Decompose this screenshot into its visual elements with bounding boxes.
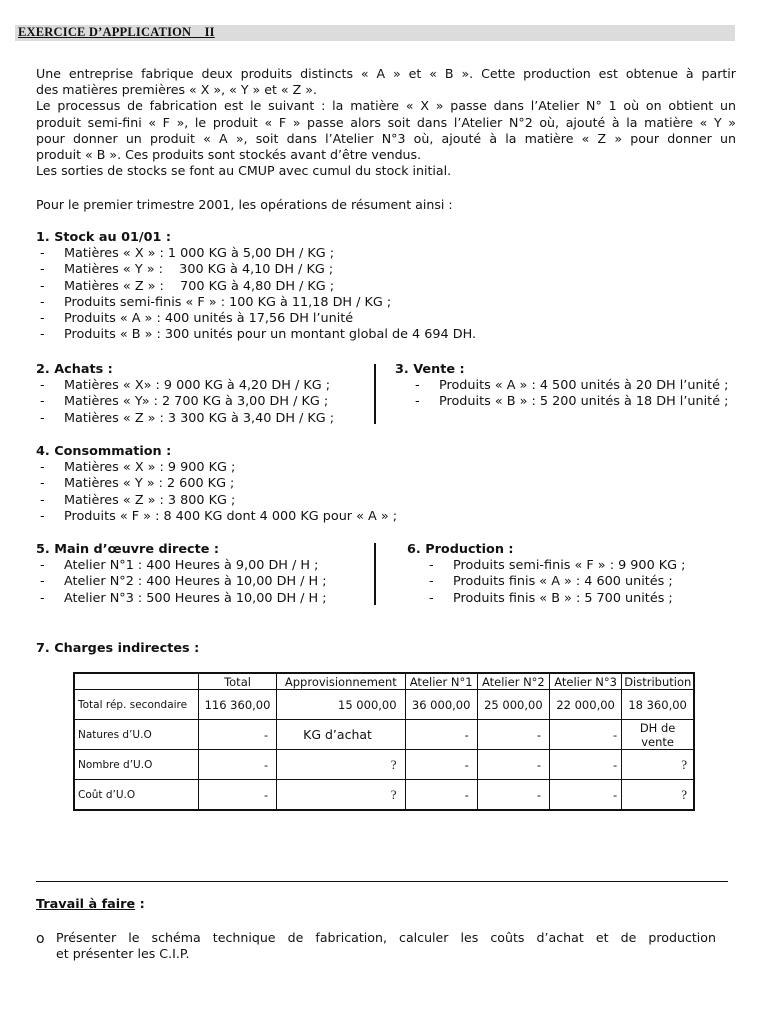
table-cell: 36 000,00 (405, 690, 477, 720)
section-title: 1. Stock au 01/01 : (36, 230, 171, 245)
list-item: - Produits « A » : 4 500 unités à 20 DH l’unité ; (415, 378, 729, 394)
section-stock (36, 230, 476, 343)
dash-marker: - (40, 246, 45, 262)
table-row (74, 750, 694, 780)
list-item: - Matières « Y » : 300 KG à 4,10 DH / KG ; (40, 262, 334, 278)
section-title: 2. Achats : (36, 362, 113, 377)
table-cell: 116 360,00 (198, 690, 276, 720)
dash-marker: - (40, 492, 45, 508)
dash-marker: - (40, 476, 45, 492)
section-main-oeuvre (36, 542, 327, 607)
dash-marker: - (40, 378, 45, 394)
dash-marker: - (40, 410, 45, 426)
table-cell: - (405, 750, 477, 780)
table-cell: 18 360,00 (622, 690, 694, 720)
dash-marker: - (40, 590, 45, 606)
list-item: - Matières « X » : 9 900 KG ; (40, 460, 236, 476)
section-title: 3. Vente : (395, 362, 465, 377)
table-cell: - (198, 780, 276, 811)
table-cell: - (477, 720, 549, 750)
task-line: Présenter le schéma technique de fabrication, calculer les coûts d’achat et de production (56, 930, 716, 945)
exercise-title: EXERCICE D’APPLICATION II (18, 25, 215, 39)
list-item: - Produits finis « B » : 5 700 unités ; (429, 590, 673, 606)
list-item: - Matières « Z » : 3 800 KG ; (40, 492, 236, 508)
table-cell: - (477, 780, 549, 811)
column-divider (374, 543, 376, 605)
intro-line: pour donner un produit « A », soit dans l’Atelier N°3 où, ajouté à la matière « Z » pour donner un (36, 130, 736, 146)
list-item: - Atelier N°2 : 400 Heures à 10,00 DH / H ; (40, 574, 327, 590)
table-cell: - (549, 780, 621, 811)
dash-marker: - (415, 378, 420, 394)
dash-marker: - (40, 327, 45, 343)
dash-marker: - (40, 294, 45, 310)
row-label: Natures d’U.O (74, 720, 198, 750)
dash-marker: - (40, 394, 45, 410)
table-cell: 25 000,00 (477, 690, 549, 720)
period-line: Pour le premier trimestre 2001, les opérations de résument ainsi : (36, 197, 453, 212)
table-cell: - (198, 720, 276, 750)
table-cell: DH de vente (622, 720, 694, 750)
table-cell: ? (277, 780, 405, 811)
dash-marker: - (429, 590, 434, 606)
dash-marker: - (40, 311, 45, 327)
dash-marker: - (40, 558, 45, 574)
intro-paragraph (36, 66, 736, 179)
section-title: 6. Production : (407, 542, 514, 557)
section-achats (36, 362, 334, 427)
list-item: - Atelier N°1 : 400 Heures à 9,00 DH / H ; (40, 558, 319, 574)
table-header-row (74, 673, 694, 690)
intro-line: Une entreprise fabrique deux produits distincts « A » et « B ». Cette production est obtenue à partir (36, 66, 736, 81)
task-heading: Travail à faire : (36, 897, 145, 912)
section-consommation (36, 444, 397, 525)
dash-marker: - (429, 558, 434, 574)
task-line: et présenter les C.I.P. (56, 946, 190, 961)
task-description (56, 930, 716, 962)
charges-table (73, 672, 695, 811)
exercise-banner (15, 25, 735, 41)
dash-marker: - (40, 460, 45, 476)
intro-line: Le processus de fabrication est le suivant : la matière « X » passe dans l’Atelier N° 1 où on obtient un (36, 98, 736, 114)
table-row (74, 690, 694, 720)
section-title: 5. Main d’œuvre directe : (36, 542, 219, 557)
table-header: Atelier N°1 (405, 673, 477, 690)
bullet-icon: o (36, 931, 45, 947)
table-header: Total (198, 673, 276, 690)
section-title: 4. Consommation : (36, 444, 172, 459)
table-header: Approvisionnement (277, 673, 405, 690)
table-cell: - (405, 780, 477, 811)
period-paragraph (36, 197, 736, 213)
list-item: - Matières « X » : 1 000 KG à 5,00 DH / KG ; (40, 246, 335, 262)
table-header: Atelier N°2 (477, 673, 549, 690)
list-item: - Produits finis « A » : 4 600 unités ; (429, 574, 673, 590)
table-row (74, 780, 694, 811)
list-item: - Matières « Y» : 2 700 KG à 3,00 DH / KG ; (40, 394, 329, 410)
section-divider (36, 881, 728, 882)
section-title: 7. Charges indirectes : (36, 641, 200, 656)
table-cell: 22 000,00 (549, 690, 621, 720)
list-item: - Produits « F » : 8 400 KG dont 4 000 KG pour « A » ; (40, 508, 398, 524)
table-cell: - (549, 750, 621, 780)
intro-line: Les sorties de stocks se font au CMUP avec cumul du stock initial. (36, 163, 452, 179)
list-item: - Matières « Y » : 2 600 KG ; (40, 476, 235, 492)
table-cell: ? (622, 780, 694, 811)
list-item: - Atelier N°3 : 500 Heures à 10,00 DH / H ; (40, 590, 327, 606)
section-charges-indirectes (36, 641, 199, 657)
dash-marker: - (40, 262, 45, 278)
dash-marker: - (40, 278, 45, 294)
row-label: Coût d’U.O (74, 780, 198, 811)
list-item: - Matières « X» : 9 000 KG à 4,20 DH / KG ; (40, 378, 331, 394)
table-cell: ? (622, 750, 694, 780)
dash-marker: - (40, 508, 45, 524)
table-row (74, 720, 694, 750)
table-header: Atelier N°3 (549, 673, 621, 690)
table-cell: ? (277, 750, 405, 780)
intro-line: produit semi-fini « F », le produit « F » passe alors soit dans l’Atelier N°2 où, ajouté à la matière « Y » (36, 114, 736, 130)
list-item: - Matières « Z » : 700 KG à 4,80 DH / KG ; (40, 278, 335, 294)
list-item: - Produits « B » : 300 unités pour un montant global de 4 694 DH. (40, 327, 477, 343)
table-cell: 15 000,00 (277, 690, 405, 720)
table-cell: - (405, 720, 477, 750)
table-cell: - (198, 750, 276, 780)
section-vente (395, 362, 728, 411)
dash-marker: - (429, 574, 434, 590)
intro-line: produit « B ». Ces produits sont stockés avant d’être vendus. (36, 147, 422, 163)
list-item: - Produits semi-finis « F » : 100 KG à 11,18 DH / KG ; (40, 294, 392, 310)
table-cell: KG d’achat (277, 720, 405, 750)
row-label: Total rép. secondaire (74, 690, 198, 720)
table-cell: - (549, 720, 621, 750)
intro-line: des matières premières « X », « Y » et « Z ». (36, 82, 317, 98)
list-item: - Produits « B » : 5 200 unités à 18 DH l’unité ; (415, 394, 729, 410)
column-divider (374, 364, 376, 424)
list-item: - Matières « Z » : 3 300 KG à 3,40 DH / KG ; (40, 410, 335, 426)
dash-marker: - (40, 574, 45, 590)
list-item: - Produits semi-finis « F » : 9 900 KG ; (429, 558, 686, 574)
table-cell: - (477, 750, 549, 780)
list-item: - Produits « A » : 400 unités à 17,56 DH l’unité (40, 311, 354, 327)
table-header: Distribution (622, 673, 694, 690)
section-production (407, 542, 685, 607)
dash-marker: - (415, 394, 420, 410)
row-label: Nombre d’U.O (74, 750, 198, 780)
